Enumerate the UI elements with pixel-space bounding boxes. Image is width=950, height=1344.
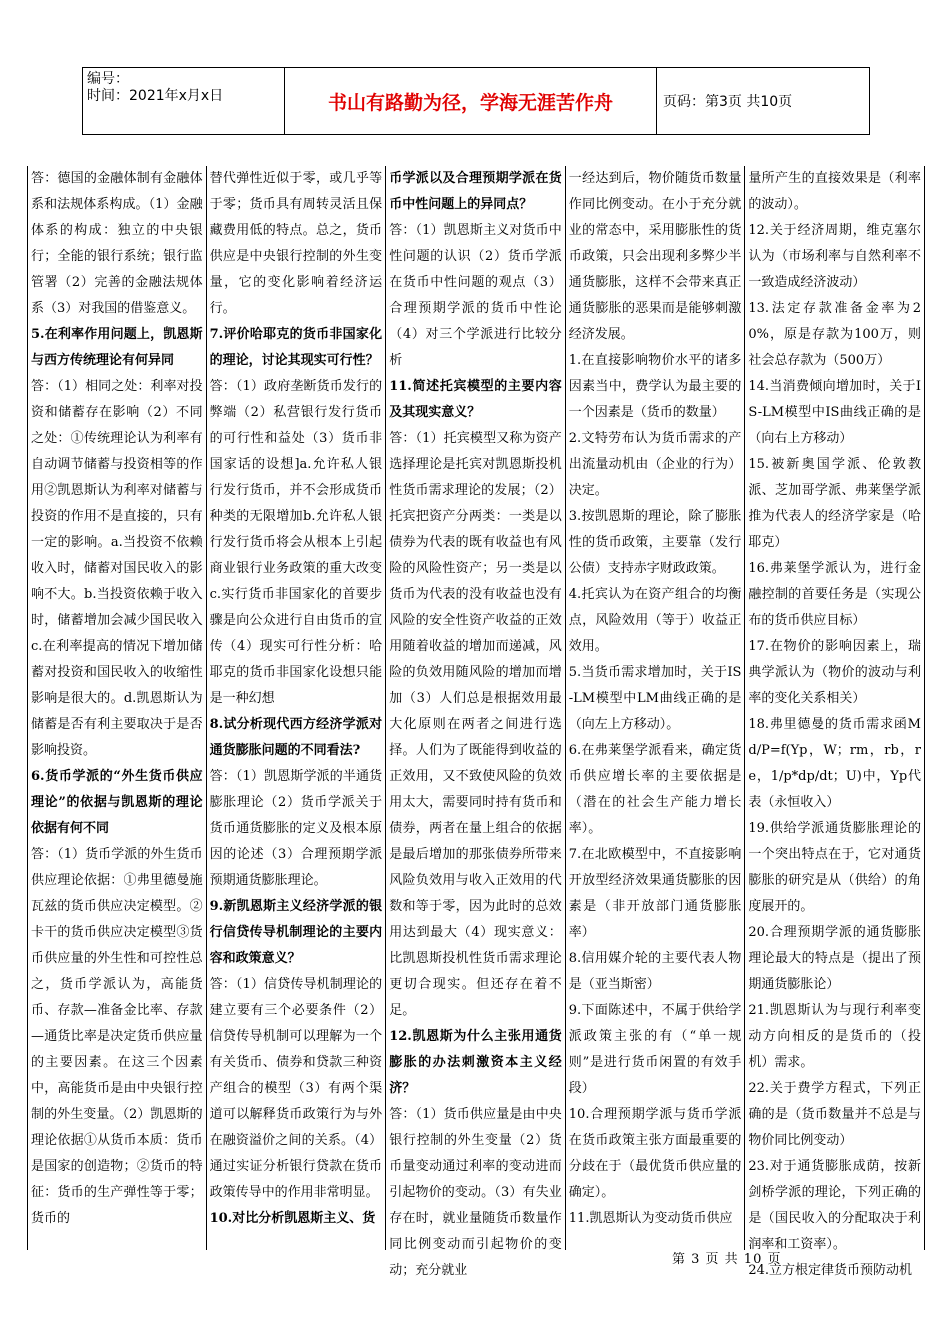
paragraph: 答：（1）托宾模型又称为资产选择理论是托宾对凯恩斯投机性货币需求理论的发展；（2）托宾把资产分两类：一类是以债券为代表的既有收益也有风险的风险性资产；另一类是以货币为代表的没有收益也没有风险的安全性资产收益的正效用随着收益的增加而递减，风险的负效用随风险的增加而增加（3）人们总是根据效用最大化原则在两者之间进行选择。人们为了既能得到收益的正效用，又不致使风险的负效用太大，需要同时持有货币和债券，两者在量上组合的依据是最后增加的那张债券所带来风险负效用与收入正效用的代数和等于零，因为此时的总效用达到最大（4）现实意义：比凯恩斯投机性货币需求理论更切合现实。但还存在着不足。 [389, 431, 562, 1018]
paragraph: 17.在物价的影响因素上，瑞典学派认为（物价的波动与利率的变化关系相关） [748, 639, 921, 706]
paragraph: 9.下面陈述中，不属于供给学派政策主张的有（“单一规则”是进行货币闲置的有效手段） [568, 1003, 742, 1096]
paragraph: 答：德国的金融体制有金融体系和法规体系构成。（1）金融体系的构成：独立的中央银行；全能的银行系统；银行监管署（2）完善的金融法规体系（3）对我国的借鉴意义。 [31, 171, 203, 316]
question-heading: 6.货币学派的“外生货币供应理论”的依据与凯恩斯的理论依据有何不同 [31, 769, 203, 836]
column-4 [566, 166, 746, 1250]
page-header [82, 67, 870, 135]
paragraph: 11.凯恩斯认为变动货币供应 [568, 1211, 733, 1226]
column-5 [745, 166, 925, 1278]
question-heading: 11.简述托宾模型的主要内容及其现实意义？ [389, 379, 562, 420]
paragraph: 13.法定存款准备金率为20%，原是存款为100万，则社会总存款为（500万） [748, 301, 921, 368]
column-3 [386, 166, 566, 1278]
header-page-number: 页码：第3页 共10页 [663, 94, 793, 110]
paragraph: 2.文特劳布认为货币需求的产出流量动机由（企业的行为）决定。 [568, 431, 742, 498]
paragraph: 4.托宾认为在资产组合的均衡点，风险效用（等于）收益正效用。 [568, 587, 742, 654]
question-heading: 币学派以及合理预期学派在货币中性问题上的异同点？ [389, 171, 562, 212]
paragraph: 答：（1）凯恩斯学派的半通货膨胀理论（2）货币学派关于货币通货膨胀的定义及根本原因的论述（3）合理预期学派预期通货膨胀理论。 [209, 769, 383, 888]
paragraph: 10.合理预期学派与货币学派在货币政策主张方面最重要的分歧在于（最优货币供应量的确定）。 [568, 1107, 742, 1200]
paragraph: 答：（1）货币学派的外生货币供应理论依据：①弗里德曼施瓦兹的货币供应决定模型。②卡干的货币供应决定模型③货币供应量的外生性和可控性总之，货币学派认为，高能货币、存款—准备金比率、存款—通货比率是决定货币供应量的主要因素。在这三个因素中，高能货币是由中央银行控制的外生变量。（2）凯恩斯的理论依据①从货币本质：货币是国家的创造物；②货币的特征：货币的生产弹性等于零；货币的 [31, 847, 203, 1226]
paragraph: 替代弹性近似于零，或几乎等于零；货币具有周转灵活且保藏费用低的特点。总之，货币供应是中央银行控制的外生变量，它的变化影响着经济运行。 [209, 171, 383, 316]
column-1 [27, 166, 207, 1250]
question-heading: 5.在利率作用问题上，凯恩斯与西方传统理论有何异同 [31, 327, 203, 368]
paragraph: 答：（1）信贷传导机制理论的建立要有三个必要条件（2）信贷传导机制可以理解为一个有关货币、债券和贷款三种资产组合的模型（3）有两个渠道可以解释货币政策行为与外在融资溢价之间的关系。（4）通过实证分析银行贷款在货币政策传导中的作用非常明显。 [209, 977, 383, 1200]
paragraph: 5.当货币需求增加时，关于IS-LM模型中LM曲线正确的是（向左上方移动）。 [568, 665, 742, 732]
paragraph: 7.在北欧模型中，不直接影响开放型经济效果通货膨胀的因素是（非开放部门通货膨胀率） [568, 847, 742, 940]
paragraph: 15.被新奥国学派、伦敦教派、芝加哥学派、弗莱堡学派推为代表人的经济学家是（哈耶克） [748, 457, 921, 550]
paragraph: 12.关于经济周期，维克塞尔认为（市场利率与自然利率不一致造成经济波动） [748, 223, 921, 290]
paragraph: 1.在直接影响物价水平的诸多因素当中，费学认为最主要的一个因素是（货币的数量） [568, 353, 742, 420]
question-heading: 8.试分析现代西方经济学派对通货膨胀问题的不同看法? [209, 717, 383, 758]
column-2 [207, 166, 387, 1250]
question-heading: 9.新凯恩斯主义经济学派的银行信贷传导机制理论的主要内容和政策意义？ [209, 899, 383, 966]
paragraph: 一经达到后，物价随货币数量作同比例变动。在小于充分就业的常态中，采用膨胀性的货币政策，只会出现利多弊少半通货膨胀，这样不会带来真正通货膨胀的恶果而是能够刺激经济发展。 [568, 171, 742, 342]
paragraph: 21.凯恩斯认为与现行利率变动方向相反的是货币的（投机）需求。 [748, 1003, 921, 1070]
paragraph: 14.当消费倾向增加时，关于IS-LM模型中IS曲线正确的是（向右上方移动） [748, 379, 921, 446]
paragraph: 20.合理预期学派的通货膨胀理论最大的特点是（提出了预期通货膨胀论） [748, 925, 921, 992]
question-heading: 12.凯恩斯为什么主张用通货膨胀的办法刺激资本主义经济？ [389, 1029, 562, 1096]
paragraph: 8.信用媒介轮的主要代表人物是（亚当斯密） [568, 951, 742, 992]
paragraph: 18.弗里德曼的货币需求函Md/P=f(Yp，W；rm，rb，re，1/p*dp/dt；U)中，Yp代表（永恒收入） [748, 717, 921, 810]
doc-number-label: 编号： [87, 71, 129, 87]
doc-date-label: 时间：2021年x月x日 [87, 88, 224, 104]
paragraph: 量所产生的直接效果是（利率的波动）。 [748, 171, 921, 212]
page-footer: 第 3 页 共 10 页 [672, 1252, 782, 1267]
paragraph: 答：（1）相同之处：利率对投资和储蓄存在影响（2）不同之处：①传统理论认为利率有自动调节储蓄与投资相等的作用②凯恩斯认为利率对储蓄与投资的作用不是直接的，只有一定的影响。a.当投资不依赖收入时，储蓄对国民收入的影响不大。b.当投资依赖于收入时，储蓄增加会减少国民收入c.在利率提高的情况下增加储蓄对投资和国民收入的收缩性影响是很大的。d.凯恩斯认为储蓄是否有利主要取决于是否影响投资。 [31, 379, 203, 758]
header-meta [83, 68, 285, 134]
header-motto: 书山有路勤为径，学海无涯苦作舟 [285, 68, 657, 134]
paragraph: 16.弗莱堡学派认为，进行金融控制的首要任务是（实现公布的货币供应目标） [748, 561, 921, 628]
paragraph: 3.按凯恩斯的理论，除了膨胀性的货币政策，主要靠（发行公债）支持赤字财政政策。 [568, 509, 742, 576]
paragraph: 23.对于通货膨胀成荫，按新剑桥学派的理论，下列正确的是（国民收入的分配取决于利润率和工资率）。 [748, 1159, 921, 1252]
paragraph: 22.关于费学方程式，下列正确的是（货币数量并不总是与物价同比例变动） [748, 1081, 921, 1148]
paragraph: 19.供给学派通货膨胀理论的一个突出特点在于，它对通货膨胀的研究是从（供给）的角度展开的。 [748, 821, 921, 914]
paragraph: 24.立方根定律货币预防动机 [748, 1263, 913, 1278]
paragraph: 答：（1）凯恩斯主义对货币中性问题的认识（2）货币学派在货币中性问题的观点（3）合理预期学派的货币中性论（4）对三个学派进行比较分析 [389, 223, 562, 368]
question-heading: 10.对比分析凯恩斯主义、货 [209, 1211, 376, 1226]
paragraph: 答：（1）政府垄断货币发行的弊端（2）私营银行发行货币的可行性和益处（3）货币非国家话的设想]a.允许私人银行发行货币，并不会形成货币种类的无限增加b.允许私人银行发行货币将会从根本上引起商业银行业务政策的重大改变c.实行货币非国家化的首要步骤是向公众进行自由货币的宣传（4）现实可行性分析：哈耶克的货币非国家化设想只能是一种幻想 [209, 379, 383, 706]
paragraph: 答：（1）货币供应量是由中央银行控制的外生变量（2）货币量变动通过利率的变动进而引起物价的变动。（3）有失业存在时，就业量随货币数量作同比例变动而引起物价的变动；充分就业 [389, 1107, 562, 1278]
paragraph: 6.在弗莱堡学派看来，确定货币供应增长率的主要依据是（潜在的社会生产能力增长率）。 [568, 743, 742, 836]
question-heading: 7.评价哈耶克的货币非国家化的理论，讨论其现实可行性？ [209, 327, 383, 368]
